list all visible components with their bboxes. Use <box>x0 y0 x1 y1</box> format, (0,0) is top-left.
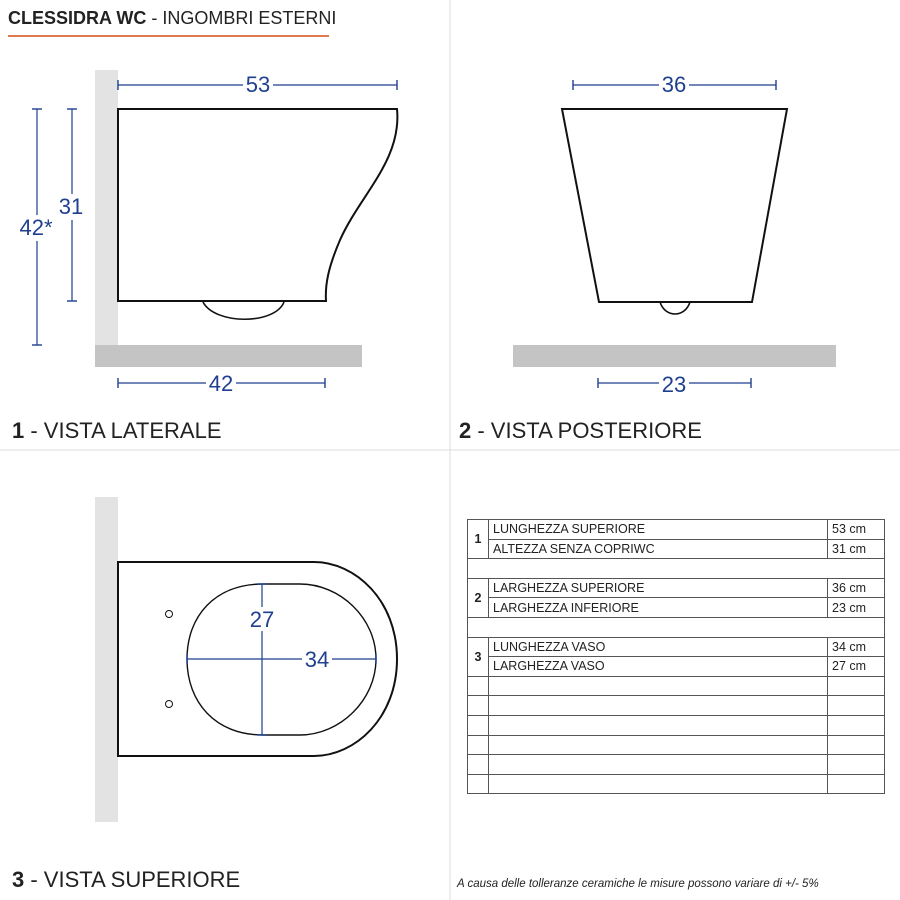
table-empty-row <box>468 676 885 696</box>
fixing-hole-upper <box>166 611 173 618</box>
table-empty-row <box>468 696 885 716</box>
rear-view <box>513 72 836 397</box>
top-dim-length: 34 <box>304 647 330 672</box>
row-label: LARGHEZZA INFERIORE <box>489 598 828 618</box>
table-spacer-row <box>468 617 885 637</box>
side-bowl-outline <box>118 109 397 301</box>
caption-top-view <box>12 867 240 893</box>
row-label: LUNGHEZZA SUPERIORE <box>489 520 828 540</box>
group-number: 1 <box>468 520 489 559</box>
rear-floor <box>513 345 836 367</box>
top-dim-width: 27 <box>249 607 275 632</box>
side-dim-bottom: 42 <box>208 371 234 396</box>
table-row <box>468 520 885 540</box>
group-number: 2 <box>468 578 489 617</box>
table-row <box>468 578 885 598</box>
rear-bowl-outline <box>562 109 787 302</box>
group-number: 3 <box>468 637 489 676</box>
caption-top-number: 3 <box>12 867 25 892</box>
row-label: ALTEZZA SENZA COPRIWC <box>489 539 828 559</box>
caption-top-label: - VISTA SUPERIORE <box>24 867 241 892</box>
table-row <box>468 657 885 677</box>
row-value: 53 cm <box>828 520 885 540</box>
table-row <box>468 598 885 618</box>
row-value: 23 cm <box>828 598 885 618</box>
row-label: LARGHEZZA VASO <box>489 657 828 677</box>
title-product: CLESSIDRA WC <box>8 8 147 28</box>
caption-side-number: 1 <box>12 418 25 443</box>
title-subtitle: - INGOMBRI ESTERNI <box>146 8 337 28</box>
side-dim-height-total: 42* <box>19 215 53 240</box>
side-dim-height: 31 <box>58 194 84 219</box>
caption-side-label: - VISTA LATERALE <box>24 418 222 443</box>
side-view <box>15 70 397 397</box>
rear-dim-bottom: 23 <box>661 372 687 397</box>
table-empty-row <box>468 715 885 735</box>
table-row <box>468 539 885 559</box>
row-label: LUNGHEZZA VASO <box>489 637 828 657</box>
rear-dim-top: 36 <box>661 72 687 97</box>
side-dim-top: 53 <box>245 72 271 97</box>
row-value: 34 cm <box>828 637 885 657</box>
top-view <box>95 497 397 822</box>
top-wall <box>95 497 118 822</box>
side-wall <box>95 70 118 345</box>
table-empty-row <box>468 735 885 755</box>
row-value: 31 cm <box>828 539 885 559</box>
caption-rear-view <box>459 418 702 444</box>
row-label: LARGHEZZA SUPERIORE <box>489 578 828 598</box>
row-value: 27 cm <box>828 657 885 677</box>
row-value: 36 cm <box>828 578 885 598</box>
table-row <box>468 637 885 657</box>
side-outlet <box>203 302 284 319</box>
tolerance-footnote: A causa delle tolleranze ceramiche le misure possono variare di +/- 5% <box>457 878 819 890</box>
table-empty-row <box>468 755 885 775</box>
caption-rear-number: 2 <box>459 418 472 443</box>
caption-rear-label: - VISTA POSTERIORE <box>471 418 702 443</box>
dimensions-table <box>467 519 885 794</box>
table-spacer-row <box>468 559 885 579</box>
fixing-hole-lower <box>166 701 173 708</box>
table-empty-row <box>468 774 885 794</box>
side-floor <box>95 345 362 367</box>
rear-outlet <box>660 302 690 314</box>
caption-side-view <box>12 418 222 444</box>
